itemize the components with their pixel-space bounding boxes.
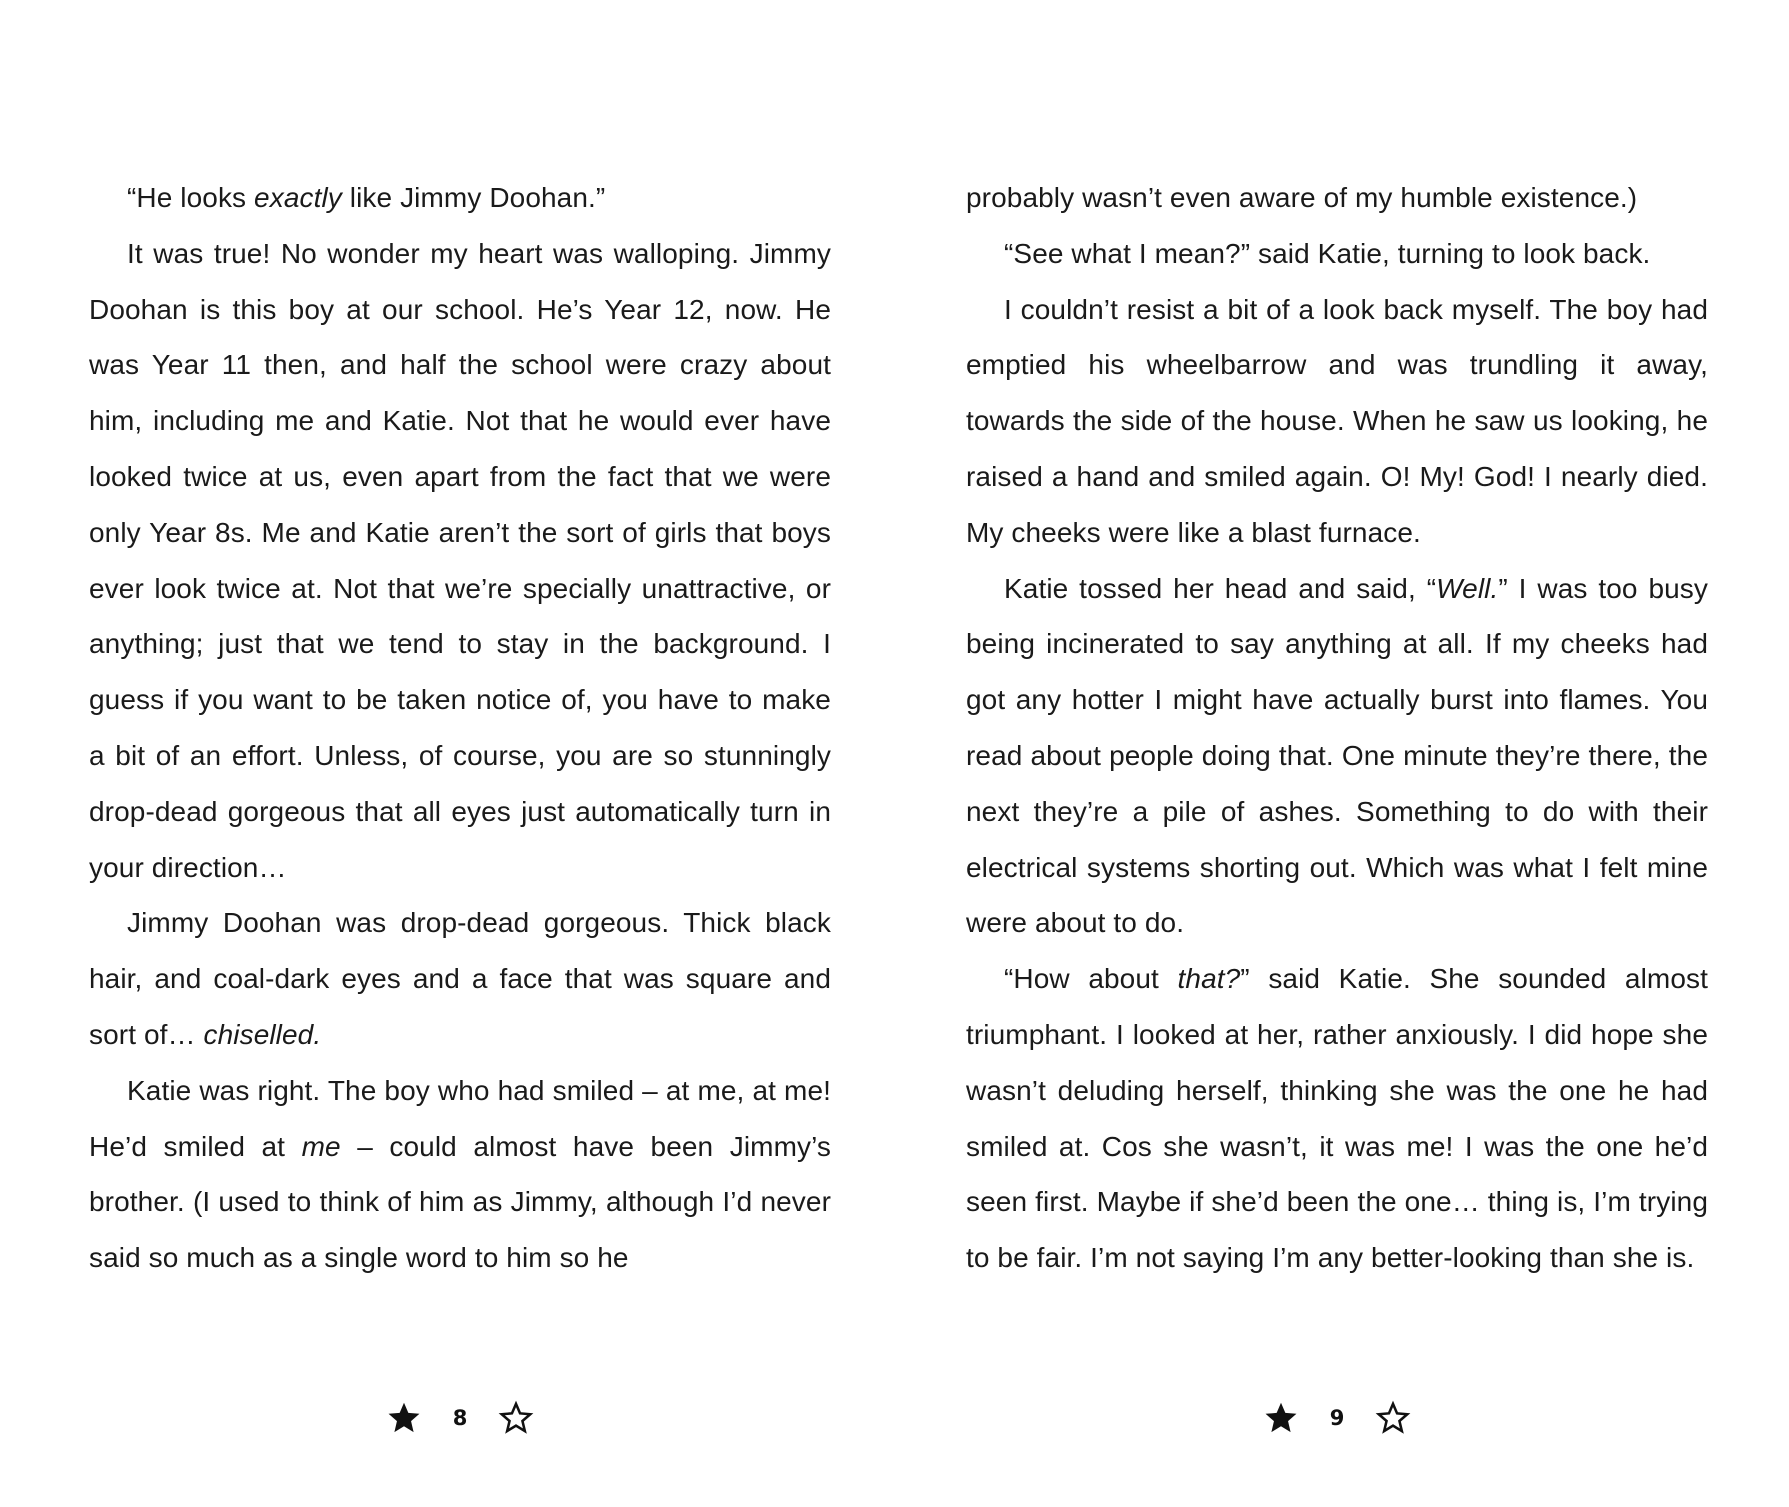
right-paragraph-2: “See what I mean?” said Katie, turning to look back. xyxy=(1004,237,1651,269)
left-paragraph-1: “He looks exactly like Jimmy Doohan.” xyxy=(127,182,606,213)
right-paragraph-1: probably wasn’t even aware of my humble existence.) xyxy=(966,182,1638,213)
page-number-right: 9 xyxy=(1329,1406,1345,1430)
left-paragraph-3: Jimmy Doohan was drop-dead gorgeous. Thick black hair, and coal-dark eyes and a face that was square and sort of… chiselled. xyxy=(89,907,831,1050)
right-page-footer xyxy=(1237,1393,1437,1443)
right-paragraph-3: I couldn’t resist a bit of a look back myself. The boy had emptied his wheelbarrow and was trundling it away, towards the side of the house. When he saw us looking, he raised a hand and smiled again. O! My! God! I nearly died. My cheeks were like a blast furnace. xyxy=(966,293,1708,548)
right-paragraph-5: “How about that?” said Katie. She sounded almost triumphant. I looked at her, rather anxiously. I did hope she wasn’t deluding herself, thinking she was the one he had smiled at. Cos she wasn’t, it was me! I was the one he’d seen first. Maybe if she’d been the one… thing is, I’m trying to be fair. I’m not saying I’m any better-looking than she is. xyxy=(966,963,1708,1274)
right-paragraph-4: Katie tossed her head and said, “Well.” I was too busy being incinerated to say anything at all. If my cheeks had got any hotter I might have actually burst into flames. You read about people doing that. One minute they’re there, the next they’re a pile of ashes. Something to do with their electrical systems shorting out. Which was what I felt mine were about to do. xyxy=(966,572,1708,939)
page-number-left: 8 xyxy=(452,1406,468,1430)
left-paragraph-4: Katie was right. The boy who had smiled – at me, at me! He’d smiled at me – could almost have been Jimmy’s brother. (I used to think of him as Jimmy, although I’d never said so much as a single word to him so he xyxy=(89,1074,832,1274)
right-page xyxy=(966,170,1708,1286)
left-page xyxy=(89,170,831,1286)
filled-star-icon xyxy=(386,1400,422,1436)
filled-star-icon xyxy=(1263,1400,1299,1436)
left-page-footer xyxy=(360,1393,560,1443)
left-paragraph-2: It was true! No wonder my heart was walloping. Jimmy Doohan is this boy at our school. He’s Year 12, now. He was Year 11 then, and half the school were crazy about him, including me and Katie. Not that he would ever have looked twice at us, even apart from the fact that we were only Year 8s. Me and Katie aren’t the sort of girls that boys ever look twice at. Not that we’re specially unattractive, or anything; just that we tend to stay in the background. I guess if you want to be taken notice of, you have to make a bit of an effort. Unless, of course, you are so stunningly drop-dead gorgeous that all eyes just automatically turn in your direction… xyxy=(89,237,831,883)
outline-star-icon xyxy=(498,1400,534,1436)
outline-star-icon xyxy=(1375,1400,1411,1436)
